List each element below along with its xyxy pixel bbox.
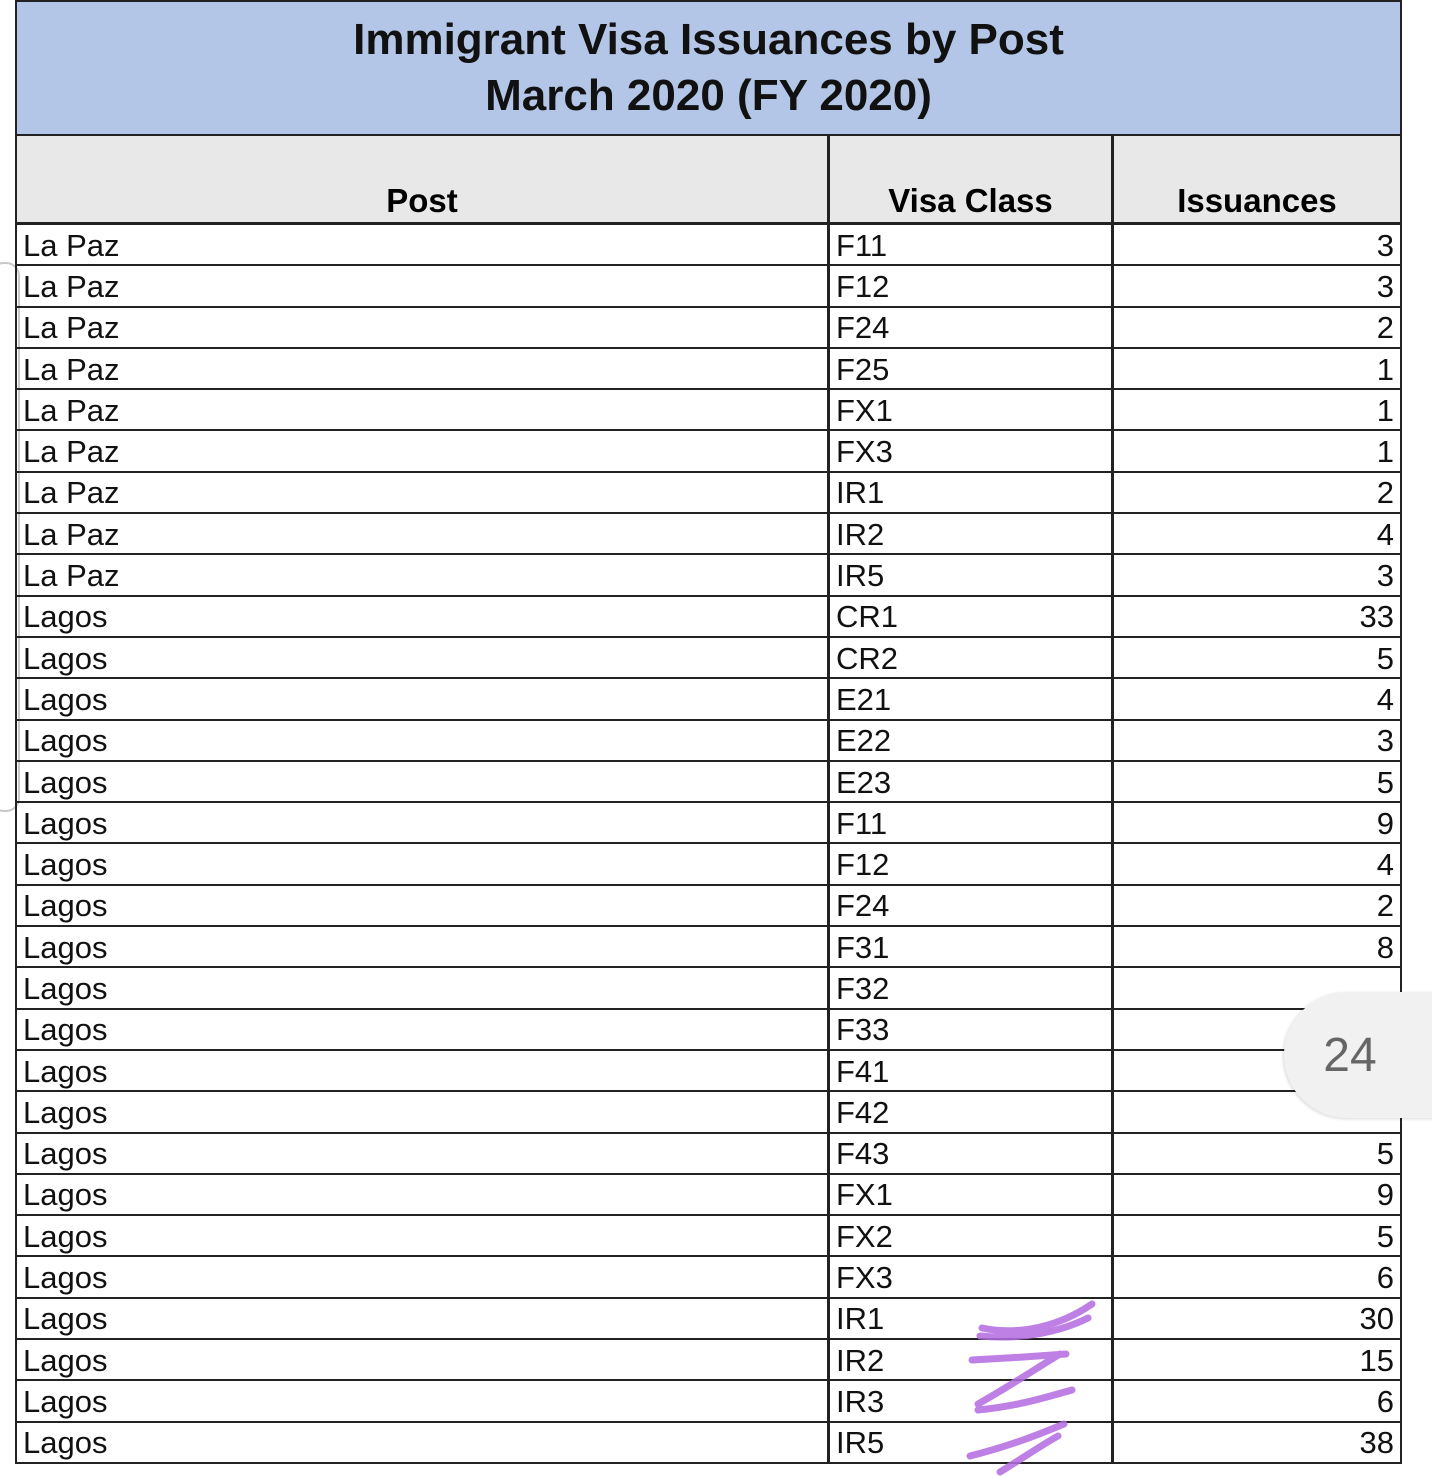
cell-post: Lagos bbox=[17, 762, 830, 801]
table-row bbox=[17, 803, 1400, 844]
cell-issuances: 4 bbox=[1376, 847, 1394, 883]
cell-issuances: 5 bbox=[1376, 764, 1394, 800]
cell-issuances: 3 bbox=[1376, 558, 1394, 594]
cell-visa-class: E21 bbox=[830, 679, 1114, 718]
cell-visa-class: F32 bbox=[830, 968, 1114, 1007]
cell-post: La Paz bbox=[17, 555, 830, 594]
cell-post: La Paz bbox=[17, 225, 830, 264]
cell-post: Lagos bbox=[17, 1010, 830, 1049]
cell-post: La Paz bbox=[17, 349, 830, 388]
cell-issuances: 1 bbox=[1376, 351, 1394, 387]
cell-post: La Paz bbox=[17, 431, 830, 470]
cell-visa-class: F33 bbox=[830, 1010, 1114, 1049]
cell-post: Lagos bbox=[17, 1216, 830, 1255]
cell-issuances: 38 bbox=[1359, 1425, 1394, 1461]
cell-post: La Paz bbox=[17, 266, 830, 305]
table-row bbox=[17, 431, 1400, 472]
cell-post: Lagos bbox=[17, 1381, 830, 1420]
cell-visa-class: IR2 bbox=[830, 514, 1114, 553]
table-row bbox=[17, 1134, 1400, 1175]
cell-issuances: 5 bbox=[1376, 1218, 1394, 1254]
cell-issuances: 3 bbox=[1376, 268, 1394, 304]
table-row bbox=[17, 349, 1400, 390]
cell-visa-class: F41 bbox=[830, 1051, 1114, 1090]
cell-visa-class: F31 bbox=[830, 927, 1114, 966]
cell-visa-class: F43 bbox=[830, 1134, 1114, 1173]
header-post: Post bbox=[17, 136, 830, 222]
cell-post: Lagos bbox=[17, 679, 830, 718]
cell-post: La Paz bbox=[17, 514, 830, 553]
cell-post: Lagos bbox=[17, 1340, 830, 1379]
cell-issuances: 6 bbox=[1376, 1383, 1394, 1419]
cell-issuances: 8 bbox=[1376, 929, 1394, 965]
cell-post: Lagos bbox=[17, 1051, 830, 1090]
table-row bbox=[17, 308, 1400, 349]
cell-issuances: 1 bbox=[1376, 392, 1394, 428]
table-title bbox=[17, 0, 1400, 136]
table-row bbox=[17, 638, 1400, 679]
page-number: 24 bbox=[1323, 1028, 1377, 1082]
table-row bbox=[17, 762, 1400, 803]
cell-post: La Paz bbox=[17, 473, 830, 512]
cell-post: Lagos bbox=[17, 1092, 830, 1131]
cell-issuances: 5 bbox=[1376, 1136, 1394, 1172]
issuance-table bbox=[15, 0, 1402, 1464]
table-row bbox=[17, 844, 1400, 885]
cell-visa-class: IR3 bbox=[830, 1381, 1114, 1420]
cell-visa-class: E23 bbox=[830, 762, 1114, 801]
table-body bbox=[17, 225, 1400, 1464]
cell-visa-class: FX3 bbox=[830, 431, 1114, 470]
cell-issuances: 4 bbox=[1376, 516, 1394, 552]
cell-visa-class: FX1 bbox=[830, 390, 1114, 429]
header-issuances: Issuances bbox=[1177, 182, 1337, 219]
table-row bbox=[17, 1175, 1400, 1216]
cell-issuances: 9 bbox=[1376, 805, 1394, 841]
cell-issuances: 5 bbox=[1376, 640, 1394, 676]
cell-visa-class: F11 bbox=[830, 225, 1114, 264]
table-row bbox=[17, 1010, 1400, 1051]
table-row bbox=[17, 968, 1400, 1009]
header-visa-class: Visa Class bbox=[830, 136, 1114, 222]
table-row bbox=[17, 721, 1400, 762]
cell-post: Lagos bbox=[17, 721, 830, 760]
cell-post: Lagos bbox=[17, 927, 830, 966]
cell-issuances: 9 bbox=[1376, 1177, 1394, 1213]
cell-post: Lagos bbox=[17, 638, 830, 677]
cell-visa-class: F24 bbox=[830, 886, 1114, 925]
cell-issuances: 4 bbox=[1376, 681, 1394, 717]
cell-visa-class: IR5 bbox=[830, 555, 1114, 594]
cell-post: Lagos bbox=[17, 597, 830, 636]
cell-visa-class: F25 bbox=[830, 349, 1114, 388]
cell-issuances: 3 bbox=[1376, 723, 1394, 759]
table-row bbox=[17, 390, 1400, 431]
cell-issuances: 1 bbox=[1376, 434, 1394, 470]
table-row bbox=[17, 1340, 1400, 1381]
table-row bbox=[17, 225, 1400, 266]
title-line-1: Immigrant Visa Issuances by Post bbox=[353, 15, 1064, 64]
cell-visa-class: F24 bbox=[830, 308, 1114, 347]
cell-post: Lagos bbox=[17, 803, 830, 842]
cell-issuances: 6 bbox=[1376, 1260, 1394, 1296]
cell-post: Lagos bbox=[17, 1423, 830, 1462]
cell-post: La Paz bbox=[17, 390, 830, 429]
table-row bbox=[17, 555, 1400, 596]
table-row bbox=[17, 886, 1400, 927]
cell-visa-class: IR1 bbox=[830, 1299, 1114, 1338]
table-row bbox=[17, 266, 1400, 307]
cell-issuances: 2 bbox=[1376, 310, 1394, 346]
table-row bbox=[17, 927, 1400, 968]
cell-issuances: 33 bbox=[1359, 599, 1394, 635]
cell-post: Lagos bbox=[17, 1175, 830, 1214]
table-row bbox=[17, 473, 1400, 514]
table-row bbox=[17, 1051, 1400, 1092]
table-header-row bbox=[17, 136, 1400, 225]
cell-visa-class: F11 bbox=[830, 803, 1114, 842]
cell-visa-class: IR1 bbox=[830, 473, 1114, 512]
cell-post: La Paz bbox=[17, 308, 830, 347]
cell-visa-class: FX3 bbox=[830, 1257, 1114, 1296]
cell-visa-class: CR2 bbox=[830, 638, 1114, 677]
cell-post: Lagos bbox=[17, 1257, 830, 1296]
cell-visa-class: FX2 bbox=[830, 1216, 1114, 1255]
cell-post: Lagos bbox=[17, 844, 830, 883]
cell-issuances: 2 bbox=[1376, 475, 1394, 511]
cell-visa-class: F42 bbox=[830, 1092, 1114, 1131]
table-row bbox=[17, 1423, 1400, 1464]
cell-post: Lagos bbox=[17, 886, 830, 925]
cell-visa-class: IR2 bbox=[830, 1340, 1114, 1379]
cell-post: Lagos bbox=[17, 1134, 830, 1173]
table-row bbox=[17, 1257, 1400, 1298]
cell-issuances: 3 bbox=[1376, 227, 1394, 263]
table-row bbox=[17, 1381, 1400, 1422]
page-number-badge bbox=[1284, 992, 1432, 1118]
table-row bbox=[17, 1299, 1400, 1340]
table-row bbox=[17, 597, 1400, 638]
table-row bbox=[17, 679, 1400, 720]
cell-post: Lagos bbox=[17, 968, 830, 1007]
table-row bbox=[17, 514, 1400, 555]
cell-visa-class: F12 bbox=[830, 266, 1114, 305]
cell-visa-class: CR1 bbox=[830, 597, 1114, 636]
cell-visa-class: IR5 bbox=[830, 1423, 1114, 1462]
cell-issuances: 15 bbox=[1359, 1342, 1394, 1378]
cell-post: Lagos bbox=[17, 1299, 830, 1338]
cell-visa-class: F12 bbox=[830, 844, 1114, 883]
cell-issuances: 2 bbox=[1376, 888, 1394, 924]
title-line-2: March 2020 (FY 2020) bbox=[485, 71, 932, 120]
table-row bbox=[17, 1216, 1400, 1257]
table-row bbox=[17, 1092, 1400, 1133]
cell-visa-class: FX1 bbox=[830, 1175, 1114, 1214]
cell-issuances: 30 bbox=[1359, 1301, 1394, 1337]
cell-visa-class: E22 bbox=[830, 721, 1114, 760]
